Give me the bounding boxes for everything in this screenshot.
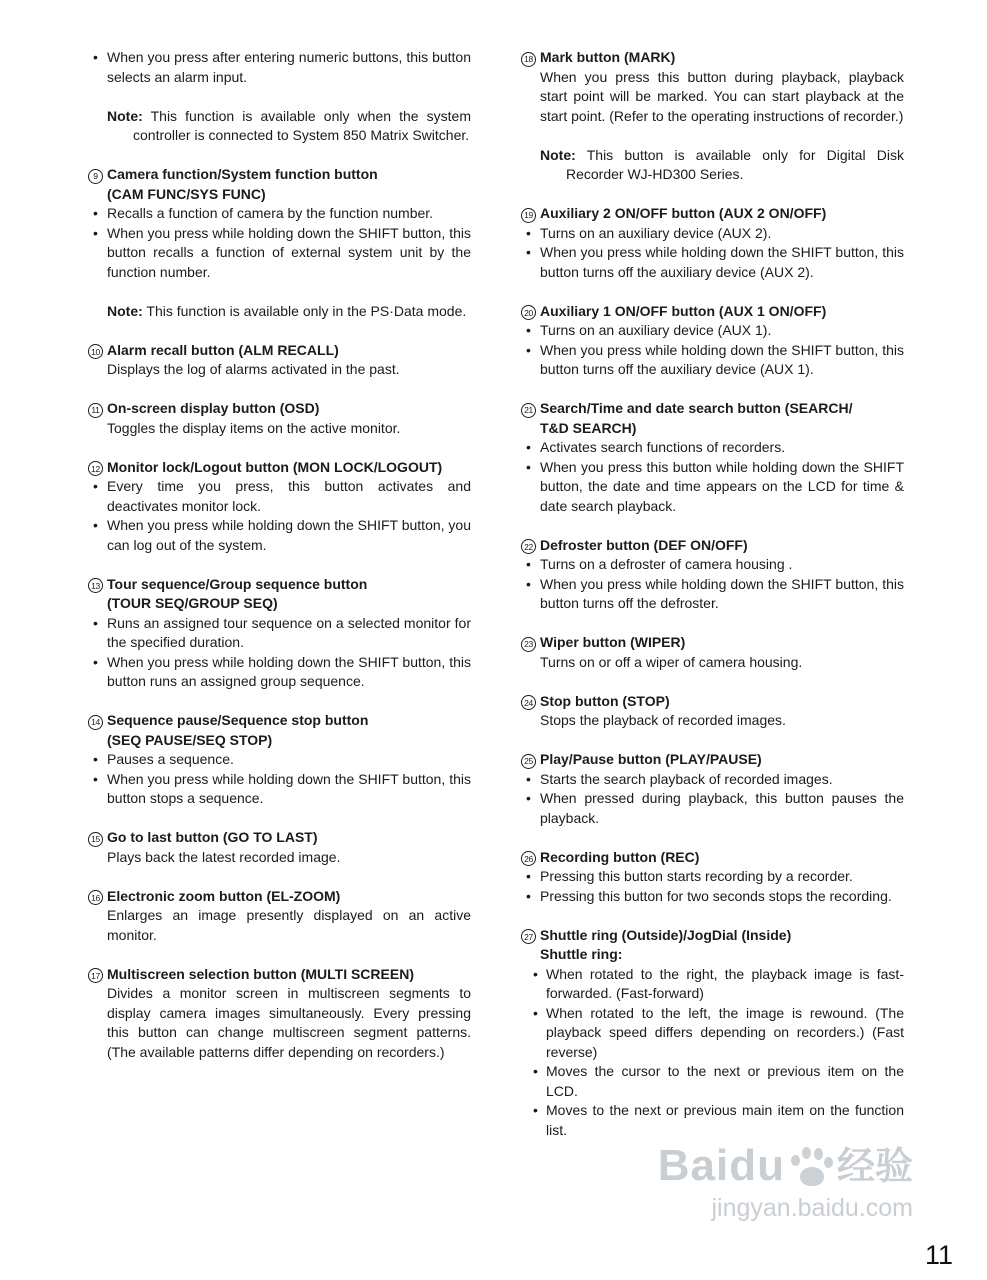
circled-number: 26 xyxy=(521,851,536,866)
item-title xyxy=(107,399,319,419)
bullet-text: When you press while holding down the SHIFT button, this button stops a sequence. xyxy=(107,770,471,806)
note xyxy=(540,146,904,185)
item-title-line: Search/Time and date search button (SEARCH/ xyxy=(540,400,853,416)
item-title xyxy=(107,711,368,750)
item-title-line: Recording button (REC) xyxy=(540,848,700,865)
item-heading xyxy=(521,633,904,653)
bullet-dot: • xyxy=(93,614,98,631)
page-content xyxy=(88,48,904,1140)
baidu-watermark xyxy=(658,1142,913,1223)
bullet-text: Every time you press, this button activates and deactivates monitor lock. xyxy=(107,478,471,514)
item-marker xyxy=(521,750,540,770)
note-text: This function is available only in the PS·Data mode. xyxy=(146,302,467,319)
bullet-item xyxy=(521,887,904,907)
item-title xyxy=(540,536,748,556)
item-title-line: Tour sequence/Group sequence button xyxy=(107,575,368,592)
bullet-item xyxy=(533,965,904,1004)
item-title-line: Go to last button (GO TO LAST) xyxy=(107,829,318,845)
circled-number: 27 xyxy=(521,929,536,944)
bullet-item xyxy=(88,770,471,809)
bullet-text: Pressing this button starts recording by a recorder. xyxy=(540,868,853,884)
bullet-item xyxy=(521,341,904,380)
bullet-text: Turns on an auxiliary device (AUX 2). xyxy=(540,224,772,241)
baidu-brand-cn-text: 经验 xyxy=(836,1145,913,1188)
bullet-dot: • xyxy=(93,653,98,670)
item-heading xyxy=(521,48,904,68)
bullet-text: When you press after entering numeric buttons, this button selects an alarm input. xyxy=(107,49,471,85)
paragraph: Displays the log of alarms activated in the past. xyxy=(107,361,400,377)
item-marker xyxy=(88,887,107,907)
item-title-line: Monitor lock/Logout button (MON LOCK/LOGOUT) xyxy=(107,458,443,475)
item-heading xyxy=(88,828,471,848)
bullet-text: When you press while holding down the SHIFT button, you can log out of the system. xyxy=(107,517,471,553)
circled-number: 23 xyxy=(521,637,536,652)
bullet-item xyxy=(88,224,471,283)
bullet-item xyxy=(521,458,904,517)
item-title-line: Camera function/System function button xyxy=(107,166,378,182)
bullet-text: Pauses a sequence. xyxy=(107,751,234,767)
item-marker xyxy=(521,926,540,946)
bullet-text: When rotated to the left, the image is rewound. (The playback speed differs depending on recorders.) (Fast reverse) xyxy=(546,1004,904,1060)
item-marker xyxy=(521,692,540,712)
bullet-dot: • xyxy=(526,790,531,806)
item-title xyxy=(540,399,852,438)
circled-number: 17 xyxy=(88,968,103,983)
bullet-item xyxy=(533,1062,904,1101)
bullet-item xyxy=(88,204,471,224)
bullet-item xyxy=(88,614,471,653)
bullet-dot: • xyxy=(526,439,531,455)
item-heading xyxy=(88,341,471,361)
item-marker xyxy=(88,165,107,204)
item-heading xyxy=(521,302,904,322)
bullet-item xyxy=(88,48,471,87)
circled-number: 15 xyxy=(88,832,103,847)
bullet-item xyxy=(533,1004,904,1063)
paragraph: Plays back the latest recorded image. xyxy=(107,848,341,865)
item-title xyxy=(540,926,791,946)
bullet-text: When pressed during playback, this button pauses the playback. xyxy=(540,790,904,826)
item-title-line: Auxiliary 2 ON/OFF button (AUX 2 ON/OFF) xyxy=(540,205,827,221)
bullet-text: Recalls a function of camera by the function number. xyxy=(107,205,434,221)
bullet-text: When you press this button while holding down the SHIFT button, the date and time appears on the LCD for time & date search playback. xyxy=(540,458,904,514)
bullet-text: When you press while holding down the SHIFT button, this button recalls a function of external system unit by the function number. xyxy=(107,224,471,280)
item-heading xyxy=(88,887,471,907)
item-title xyxy=(107,887,340,907)
bullet-dot: • xyxy=(93,478,98,494)
circled-number: 19 xyxy=(521,208,536,223)
item-heading xyxy=(521,536,904,556)
item-title-line: (CAM FUNC/SYS FUNC) xyxy=(107,185,266,202)
paragraph: Divides a monitor screen in multiscreen segments to display camera images simultaneously. Every pressing this button can change multiscreen segment patterns. (The available patterns differ depending on recorders.) xyxy=(107,985,471,1060)
bullet-dot: • xyxy=(526,887,531,904)
item-marker xyxy=(88,711,107,750)
bullet-dot: • xyxy=(93,770,98,787)
item-title-line: Alarm recall button (ALM RECALL) xyxy=(107,341,339,358)
item-title xyxy=(540,204,826,224)
bullet-dot: • xyxy=(93,205,98,221)
item-title xyxy=(540,633,685,653)
item-heading xyxy=(521,926,904,946)
bullet-text: When you press while holding down the SHIFT button, this button turns off the defroster. xyxy=(540,575,904,611)
column-left xyxy=(88,48,471,1140)
bullet-item xyxy=(521,867,904,887)
baidu-brand-text: Baidu xyxy=(657,1141,785,1190)
bullet-text: Activates search functions of recorders. xyxy=(540,439,786,455)
item-marker xyxy=(88,965,107,985)
item-marker xyxy=(521,399,540,438)
bullet-dot: • xyxy=(93,224,98,241)
item-title-line: Play/Pause button (PLAY/PAUSE) xyxy=(540,751,762,767)
bullet-item xyxy=(521,243,904,282)
item-title xyxy=(540,848,699,868)
circled-number: 10 xyxy=(88,344,103,359)
item-title-line: On-screen display button (OSD) xyxy=(107,400,320,416)
bullet-dot: • xyxy=(526,458,531,475)
note-text: This button is available only for Digital Disk Recorder WJ-HD300 Series. xyxy=(566,146,904,182)
note-label: Note: xyxy=(540,146,576,163)
item-title xyxy=(107,458,442,478)
item-title-line: Multiscreen selection button (MULTI SCREEN) xyxy=(107,965,414,982)
item-title-line: Mark button (MARK) xyxy=(540,49,676,65)
item-title xyxy=(107,341,339,361)
bullet-dot: • xyxy=(526,556,531,572)
item-title-line: Sequence pause/Sequence stop button xyxy=(107,712,369,728)
bullet-dot: • xyxy=(526,224,531,241)
note-text: This function is available only when the system controller is connected to System 850 Matrix Switcher. xyxy=(133,107,471,143)
bullet-text: Turns on an auxiliary device (AUX 1). xyxy=(540,322,772,338)
bullet-item xyxy=(88,653,471,692)
bullet-item xyxy=(521,575,904,614)
bullet-item xyxy=(521,555,904,575)
item-title-line: Wiper button (WIPER) xyxy=(540,634,686,650)
item-heading xyxy=(521,204,904,224)
item-marker xyxy=(88,575,107,614)
item-title-line: Defroster button (DEF ON/OFF) xyxy=(540,536,748,553)
item-marker xyxy=(521,204,540,224)
bullet-item xyxy=(521,438,904,458)
circled-number: 20 xyxy=(521,305,536,320)
circled-number: 21 xyxy=(521,403,536,418)
bullet-item xyxy=(88,516,471,555)
item-marker xyxy=(521,848,540,868)
bullet-text: Pressing this button for two seconds stops the recording. xyxy=(540,887,892,904)
item-marker xyxy=(521,536,540,556)
item-heading xyxy=(521,692,904,712)
item-marker xyxy=(88,828,107,848)
circled-number: 22 xyxy=(521,539,536,554)
item-title xyxy=(107,965,414,985)
bullet-dot: • xyxy=(526,244,531,260)
item-marker xyxy=(521,633,540,653)
bullet-dot: • xyxy=(533,1063,538,1079)
item-marker xyxy=(88,458,107,478)
bullet-dot: • xyxy=(533,1102,538,1118)
note-label: Note: xyxy=(107,302,143,319)
bullet-dot: • xyxy=(533,1004,538,1021)
page-number: 11 xyxy=(924,1240,953,1270)
bullet-dot: • xyxy=(93,517,98,533)
bullet-text: Moves the cursor to the next or previous item on the LCD. xyxy=(546,1063,904,1099)
bullet-text: Moves to the next or previous main item on the function list. xyxy=(546,1102,904,1138)
baidu-paw-icon xyxy=(789,1144,835,1190)
item-title xyxy=(107,575,367,614)
bullet-text: When you press while holding down the SHIFT button, this button turns off the auxiliary device (AUX 1). xyxy=(540,341,904,377)
bullet-dot: • xyxy=(93,49,98,65)
circled-number: 12 xyxy=(88,461,103,476)
item-heading xyxy=(88,575,471,614)
paragraph: Stops the playback of recorded images. xyxy=(540,712,786,728)
item-heading xyxy=(521,848,904,868)
bullet-item xyxy=(88,750,471,770)
item-marker xyxy=(521,48,540,68)
bullet-item xyxy=(521,224,904,244)
paragraph: Toggles the display items on the active monitor. xyxy=(107,419,401,436)
note-label: Note: xyxy=(107,107,143,124)
bullet-text: When you press while holding down the SHIFT button, this button turns off the auxiliary device (AUX 2). xyxy=(540,244,904,280)
item-title xyxy=(107,828,318,848)
bullet-text: Starts the search playback of recorded images. xyxy=(540,770,833,787)
item-marker xyxy=(88,399,107,419)
item-marker xyxy=(88,341,107,361)
bullet-item xyxy=(88,477,471,516)
item-title xyxy=(540,750,762,770)
circled-number: 13 xyxy=(88,578,103,593)
item-title-line: Auxiliary 1 ON/OFF button (AUX 1 ON/OFF) xyxy=(540,302,827,319)
sub-heading: Shuttle ring: xyxy=(540,946,623,962)
paragraph: Turns on or off a wiper of camera housing. xyxy=(540,653,803,670)
item-title xyxy=(540,692,670,712)
bullet-text: When rotated to the right, the playback image is fast-forwarded. (Fast-forward) xyxy=(546,965,904,1001)
bullet-text: Runs an assigned tour sequence on a selected monitor for the specified duration. xyxy=(107,614,471,650)
bullet-dot: • xyxy=(526,868,531,884)
bullet-text: Turns on a defroster of camera housing . xyxy=(540,556,793,572)
circled-number: 14 xyxy=(88,715,103,730)
circled-number: 24 xyxy=(521,695,536,710)
item-heading xyxy=(521,750,904,770)
item-title-line: Electronic zoom button (EL-ZOOM) xyxy=(107,887,341,904)
bullet-dot: • xyxy=(526,770,531,787)
bullet-item xyxy=(533,1101,904,1140)
bullet-dot: • xyxy=(526,322,531,338)
bullet-dot: • xyxy=(533,965,538,982)
item-heading xyxy=(88,165,471,204)
circled-number: 9 xyxy=(88,169,103,184)
bullet-dot: • xyxy=(526,341,531,358)
item-title-line: T&D SEARCH) xyxy=(540,419,637,436)
item-marker xyxy=(521,302,540,322)
item-title xyxy=(107,165,378,204)
paragraph: Enlarges an image presently displayed on an active monitor. xyxy=(107,907,471,943)
item-heading xyxy=(521,399,904,438)
item-title xyxy=(540,48,675,68)
item-heading xyxy=(88,965,471,985)
circled-number: 18 xyxy=(521,52,536,67)
note xyxy=(107,107,471,146)
bullet-item xyxy=(521,321,904,341)
item-title-line: Shuttle ring (Outside)/JogDial (Inside) xyxy=(540,926,792,943)
item-title-line: Stop button (STOP) xyxy=(540,692,670,709)
bullet-dot: • xyxy=(526,575,531,592)
baidu-watermark-url: jingyan.baidu.com xyxy=(711,1194,913,1223)
baidu-watermark-brand-row xyxy=(658,1142,913,1190)
item-heading xyxy=(88,458,471,478)
bullet-item xyxy=(521,770,904,790)
circled-number: 25 xyxy=(521,754,536,769)
bullet-dot: • xyxy=(93,751,98,767)
note xyxy=(107,302,471,322)
column-right xyxy=(521,48,904,1140)
item-title xyxy=(540,302,826,322)
item-title-line: (SEQ PAUSE/SEQ STOP) xyxy=(107,731,273,748)
bullet-text: When you press while holding down the SHIFT button, this button runs an assigned group sequence. xyxy=(107,653,471,689)
circled-number: 11 xyxy=(88,403,103,418)
item-title-line: (TOUR SEQ/GROUP SEQ) xyxy=(107,595,278,611)
bullet-item xyxy=(521,789,904,828)
paragraph: When you press this button during playback, playback start point will be marked. You can start playback at the start point. (Refer to the operating instructions of recorder.) xyxy=(540,68,904,124)
item-heading xyxy=(88,399,471,419)
item-heading xyxy=(88,711,471,750)
circled-number: 16 xyxy=(88,890,103,905)
